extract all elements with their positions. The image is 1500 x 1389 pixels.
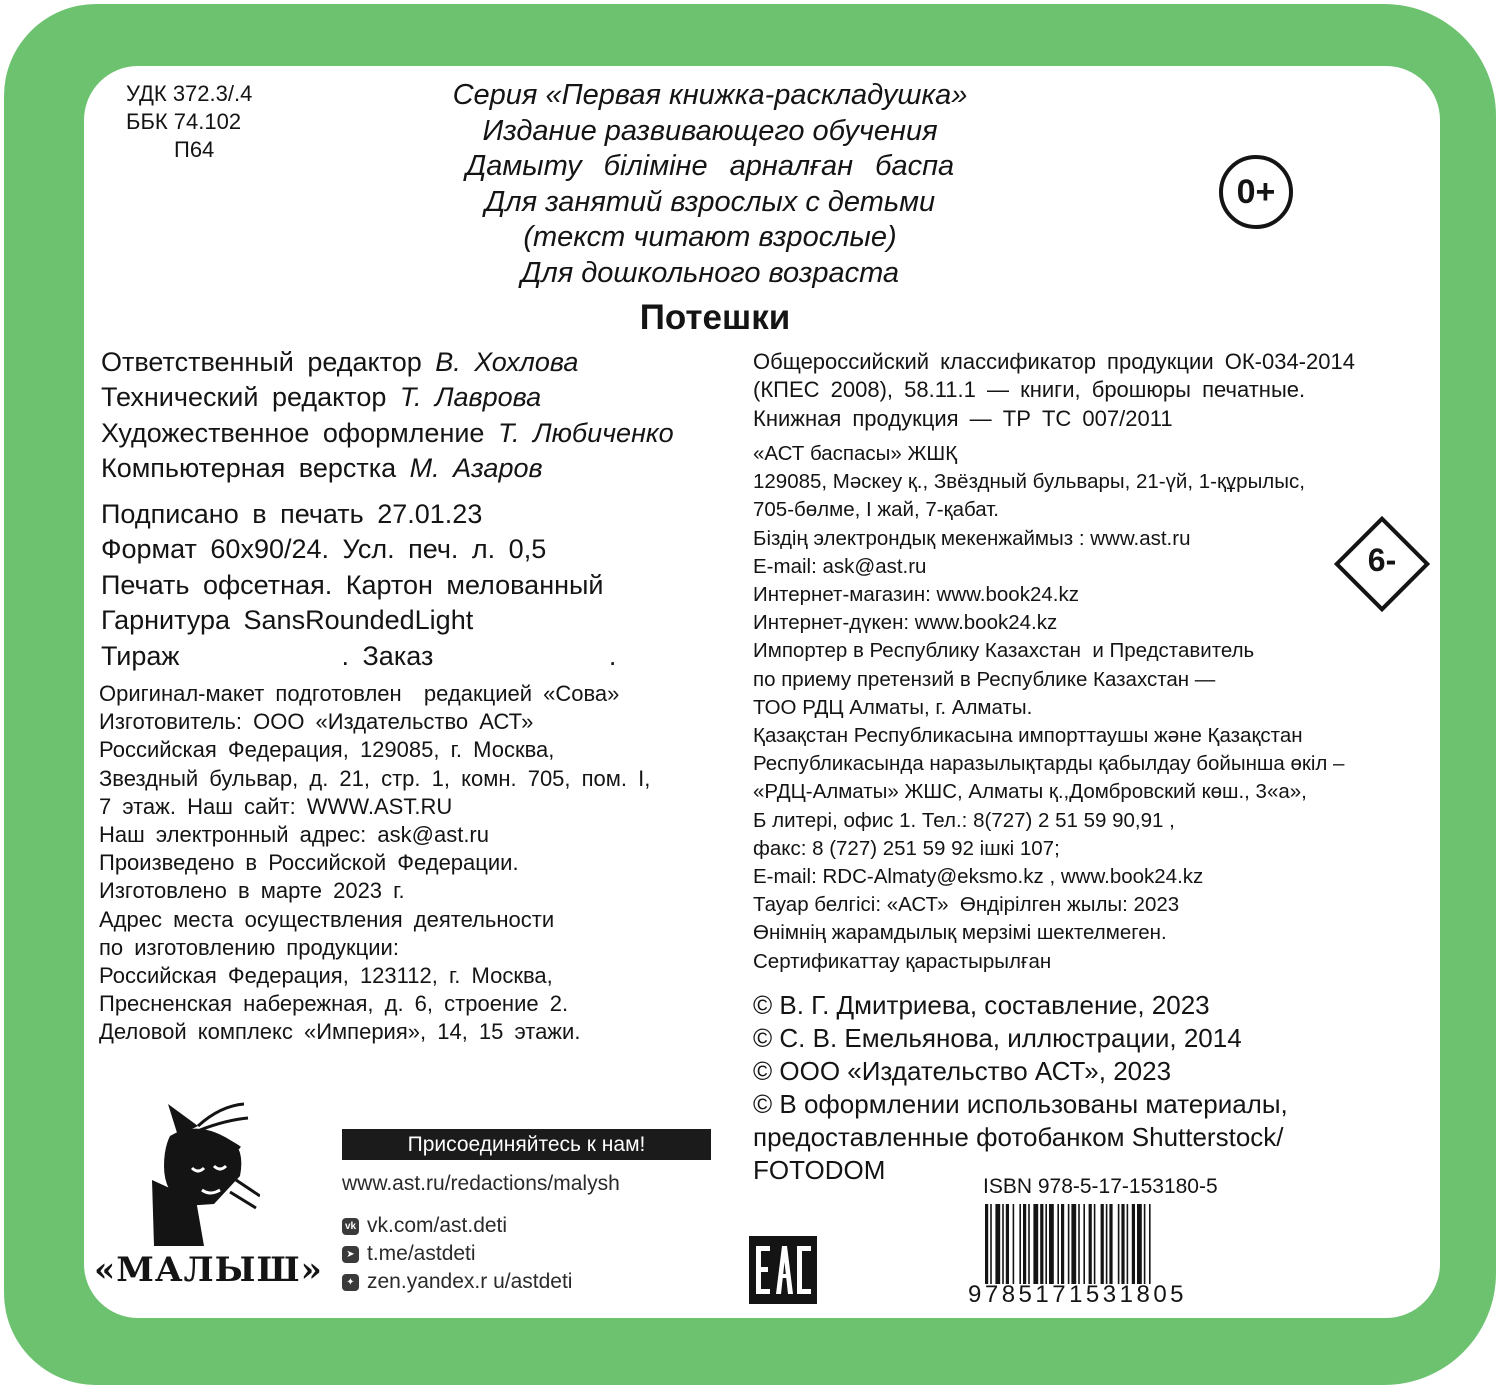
credit-line — [101, 380, 674, 415]
kz-line: Қазақстан Республикасына импорттаушы және Қазақстан — [753, 724, 1303, 748]
barcode-bar — [995, 1204, 1000, 1284]
kz-line: Республикасында наразылықтарды қабылдау бойынша өкіл – — [753, 752, 1345, 776]
kz-line: E-mail: ask@ast.ru — [753, 554, 927, 578]
kz-line: факс: 8 (727) 251 59 92 ішкі 107; — [753, 836, 1060, 860]
barcode-bar — [1078, 1204, 1080, 1284]
classifier-line: Книжная продукция — ТР ТС 007/2011 — [753, 405, 1173, 431]
maker-line: Пресненская набережная, д. 6, строение 2. — [99, 991, 569, 1017]
copyright-line: FOTODOM — [753, 1155, 886, 1185]
social-link-text: zen.yandex.r u/astdeti — [367, 1270, 573, 1293]
social-link-vk[interactable] — [342, 1212, 572, 1240]
social-link-text: t.me/astdeti — [367, 1242, 476, 1265]
barcode-bar — [1132, 1204, 1135, 1284]
eac-mark-icon — [749, 1236, 817, 1304]
barcode-bar — [1057, 1204, 1059, 1284]
print-info-block — [101, 497, 616, 674]
maker-line: Наш электронный адрес: ask@ast.ru — [99, 822, 489, 848]
series-line: Для дошкольного возраста — [520, 256, 900, 289]
book-title: Потешки — [639, 298, 791, 337]
kz-line: E-mail: RDC-Almaty@eksmo.kz , www.book24.kz — [753, 865, 1204, 889]
print-info-line: Подписано в печать 27.01.23 — [101, 499, 483, 529]
logo-wordmark: «МАЛЫШ» — [94, 1250, 323, 1290]
kz-line: 705-бөлме, I жай, 7-қабат. — [753, 498, 999, 522]
series-line: Издание развивающего обучения — [482, 114, 938, 147]
barcode-bar — [1083, 1204, 1085, 1284]
credit-line — [101, 345, 674, 380]
kz-line: Сертификаттау қарастырылған — [753, 949, 1052, 973]
barcode-bar — [1127, 1204, 1129, 1284]
kz-line: «РДЦ-Алматы» ЖШС, Алматы қ.,Домбровский көш., 3«а», — [753, 780, 1307, 804]
classifier-line: Общероссийский классификатор продукции ОК-034-2014 — [753, 349, 1355, 374]
malysh-logo-icon — [140, 1096, 260, 1246]
telegram-icon: ➤ — [342, 1246, 359, 1263]
social-link-zen[interactable] — [342, 1268, 572, 1296]
copyright-line: © В оформлении использованы материалы, — [753, 1089, 1288, 1119]
copyright-block — [753, 989, 1288, 1187]
maker-line: Российская Федерация, 129085, г. Москва, — [99, 737, 555, 763]
credit-name: В. Хохлова — [435, 347, 579, 377]
print-info-line: Формат 60x90/24. Усл. печ. л. 0,5 — [101, 534, 547, 565]
barcode-bar — [1071, 1204, 1076, 1284]
classifier-line: (КПЕС 2008), 58.11.1 — книги, брошюры печатные. — [753, 377, 1306, 403]
barcode-bar — [1149, 1204, 1151, 1284]
barcode-bar — [1040, 1204, 1043, 1284]
maker-line: Звездный бульвар, д. 21, стр. 1, комн. 705, пом. I, — [99, 765, 651, 791]
age-diamond-label: 6- — [1367, 542, 1397, 578]
copyright-line: © С. В. Емельянова, иллюстрации, 2014 — [753, 1023, 1242, 1053]
credits-block — [101, 345, 674, 486]
maker-line: Произведено в Российской Федерации. — [99, 850, 519, 876]
barcode-bar — [1023, 1204, 1026, 1284]
maker-line: Изготовлено в марте 2023 г. — [99, 878, 405, 904]
barcode-bar — [1028, 1204, 1030, 1284]
kz-line: ТОО РДЦ Алматы, г. Алматы. — [753, 695, 1033, 719]
kz-line: Тауар белгісі: «АСТ» Өндірілген жылы: 2023 — [753, 893, 1180, 917]
classification-codes — [126, 80, 252, 164]
print-info-line: Тираж . Заказ . — [101, 640, 617, 671]
credit-role: Художественное оформление — [101, 417, 485, 448]
kz-line: Импортер в Республику Казахстан и Представитель — [753, 639, 1255, 663]
kz-line: Өнімнің жарамдылық мерзімі шектелмеген. — [753, 921, 1167, 945]
barcode-bar — [1033, 1204, 1038, 1284]
barcode-bar — [1068, 1204, 1070, 1284]
barcode-bar — [1144, 1204, 1146, 1284]
maker-line: Российская Федерация, 123112, г. Москва, — [99, 963, 553, 989]
barcode-bar — [1137, 1204, 1142, 1284]
maker-line: по изготовлению продукции: — [99, 934, 399, 960]
age-rating-badge: 0+ — [1219, 155, 1293, 229]
series-line: Серия «Первая книжка-раскладушка» — [452, 79, 968, 111]
barcode-bar — [1045, 1204, 1047, 1284]
copyright-line: © ООО «Издательство АСТ», 2023 — [753, 1056, 1172, 1086]
barcode-bar — [1002, 1204, 1004, 1284]
maker-line: 7 этаж. Наш сайт: WWW.AST.RU — [99, 793, 453, 819]
udk-code: УДК 372.3/.4 — [126, 81, 253, 106]
barcode-bar — [1006, 1204, 1009, 1284]
credit-line — [101, 451, 674, 486]
social-links — [342, 1212, 572, 1296]
barcode-bar — [1013, 1204, 1015, 1284]
social-link-telegram[interactable] — [342, 1240, 572, 1268]
barcode-bar — [1089, 1204, 1092, 1284]
series-line: (текст читают взрослые) — [523, 221, 897, 253]
author-mark: П64 — [174, 137, 215, 162]
credit-name: М. Азаров — [409, 452, 543, 483]
barcode-bar — [985, 1204, 988, 1284]
barcode-bar — [1109, 1204, 1112, 1284]
classifier-block — [753, 348, 1355, 433]
copyright-line: © В. Г. Дмитриева, составление, 2023 — [753, 990, 1210, 1020]
series-block — [400, 78, 1020, 291]
credit-name: Т. Любиченко — [497, 417, 674, 448]
print-info-line: Печать офсетная. Картон мелованный — [101, 569, 604, 600]
kz-line: по приему претензий в Республике Казахстан — — [753, 667, 1216, 691]
barcode-icon — [985, 1204, 1233, 1284]
maker-line: Оригинал-макет подготовлен редакцией «Сова» — [99, 681, 620, 706]
credit-role: Ответственный редактор — [101, 347, 422, 377]
barcode-bar — [1101, 1204, 1104, 1284]
maker-line: Изготовитель: ООО «Издательство АСТ» — [99, 709, 534, 735]
barcode-bar — [1121, 1204, 1124, 1284]
website-link[interactable]: www.ast.ru/redactions/malysh — [342, 1172, 620, 1195]
social-link-text: vk.com/ast.deti — [367, 1214, 508, 1237]
barcode-bar — [990, 1204, 992, 1284]
credit-role: Технический редактор — [101, 382, 387, 413]
barcode-bar — [1118, 1204, 1120, 1284]
barcode-bar — [1094, 1204, 1096, 1284]
series-line: Дамыту біліміне арналған баспа — [465, 150, 955, 182]
isbn-number: ISBN 978-5-17-153180-5 — [983, 1175, 1218, 1198]
join-us-banner: Присоединяйтесь к нам! — [342, 1129, 711, 1160]
bbk-code: ББК 74.102 — [126, 109, 242, 134]
credit-role: Компьютерная верстка — [101, 452, 397, 483]
zen-icon: ✦ — [342, 1274, 359, 1291]
credit-line — [101, 416, 674, 451]
barcode-bar — [1019, 1204, 1021, 1284]
kz-line: «АСТ баспасы» ЖШҚ — [753, 442, 958, 465]
kz-line: Интернет-магазин: www.book24.kz — [753, 583, 1079, 607]
barcode-bar — [1106, 1204, 1108, 1284]
kz-line: Б литері, офис 1. Тел.: 8(727) 2 51 59 90,91 , — [753, 808, 1175, 832]
series-line: Для занятий взрослых с детьми — [484, 185, 936, 218]
vk-icon: vk — [342, 1218, 359, 1235]
kz-line: Интернет-дүкен: www.book24.kz — [753, 611, 1058, 635]
kz-line: 129085, Мәскеу қ., Звёздный бульвары, 21-үй, 1-құрылыс, — [753, 470, 1305, 494]
maker-line: Адрес места осуществления деятельности — [99, 906, 555, 932]
copyright-line: предоставленные фотобанком Shutterstock/ — [753, 1122, 1284, 1152]
maker-line: Деловой комплекс «Империя», 14, 15 этажи. — [99, 1019, 581, 1045]
kazakhstan-info-block — [753, 440, 1344, 976]
kz-line: Біздің электрондық мекенжаймыз : www.ast.ru — [753, 526, 1191, 550]
manufacturer-block — [99, 680, 650, 1047]
barcode-bar — [1049, 1204, 1054, 1284]
barcode-digits: 9785171531805 — [968, 1281, 1188, 1308]
barcode-bar — [1061, 1204, 1064, 1284]
print-info-line: Гарнитура SansRoundedLight — [101, 605, 474, 636]
credit-name: Т. Лаврова — [399, 382, 542, 413]
